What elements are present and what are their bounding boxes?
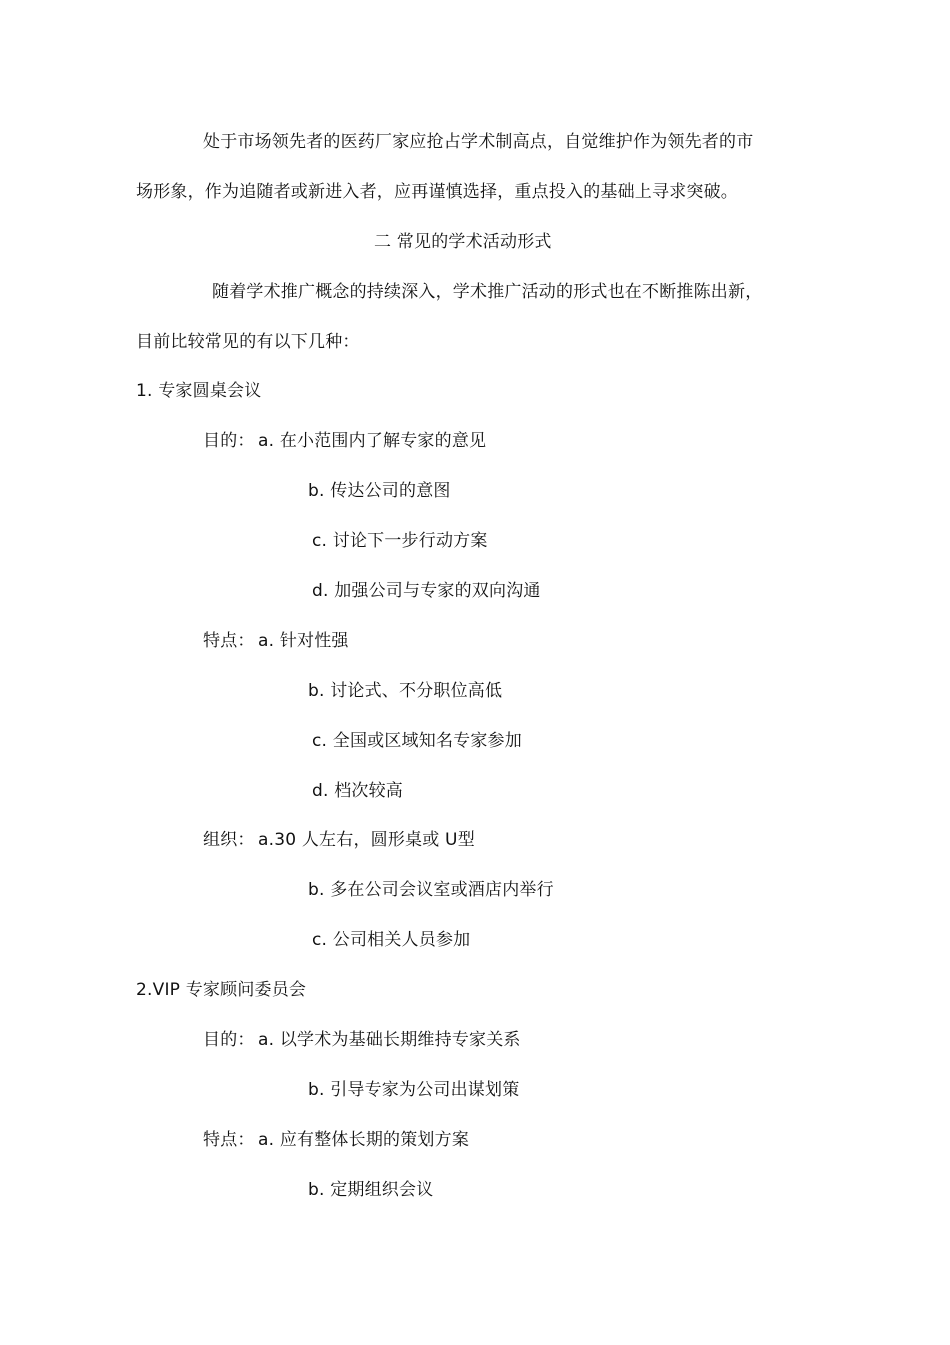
item1-purpose-b: b. 传达公司的意图 (308, 481, 451, 501)
item2-feature-a: a. 应有整体长期的策划方案 (258, 1130, 470, 1150)
item1-org-label: 组织： (203, 830, 255, 850)
item1-org-b: b. 多在公司会议室或酒店内举行 (308, 880, 554, 900)
item1-purpose-a: a. 在小范围内了解专家的意见 (258, 431, 487, 451)
item1-purpose-c: c. 讨论下一步行动方案 (312, 531, 488, 551)
item1-title: 1. 专家圆桌会议 (136, 381, 262, 401)
item1-purpose-d: d. 加强公司与专家的双向沟通 (312, 581, 541, 601)
item2-purpose-label: 目的： (203, 1030, 255, 1050)
item2-purpose-b: b. 引导专家为公司出谋划策 (308, 1080, 520, 1100)
item1-org-c: c. 公司相关人员参加 (312, 930, 471, 950)
section-intro-line-1: 随着学术推广概念的持续深入，学术推广活动的形式也在不断推陈出新， (212, 282, 763, 302)
item1-feature-label: 特点： (203, 631, 255, 651)
item2-feature-label: 特点： (203, 1130, 255, 1150)
intro-line-1: 处于市场领先者的医药厂家应抢占学术制高点，自觉维护作为领先者的市 (203, 132, 754, 152)
item1-feature-c: c. 全国或区域知名专家参加 (312, 731, 522, 751)
item2-feature-b: b. 定期组织会议 (308, 1180, 434, 1200)
item1-purpose-label: 目的： (203, 431, 255, 451)
item1-feature-a: a. 针对性强 (258, 631, 349, 651)
section-intro-line-2: 目前比较常见的有以下几种： (136, 332, 360, 352)
item1-feature-d: d. 档次较高 (312, 781, 403, 801)
section-heading: 二 常见的学术活动形式 (374, 232, 552, 252)
intro-line-2: 场形象，作为追随者或新进入者，应再谨慎选择，重点投入的基础上寻求突破。 (136, 182, 738, 202)
item1-org-a: a.30 人左右，圆形桌或 U型 (258, 830, 475, 850)
item2-title: 2.VIP 专家顾问委员会 (136, 980, 307, 1000)
item1-feature-b: b. 讨论式、不分职位高低 (308, 681, 503, 701)
item2-purpose-a: a. 以学术为基础长期维持专家关系 (258, 1030, 521, 1050)
